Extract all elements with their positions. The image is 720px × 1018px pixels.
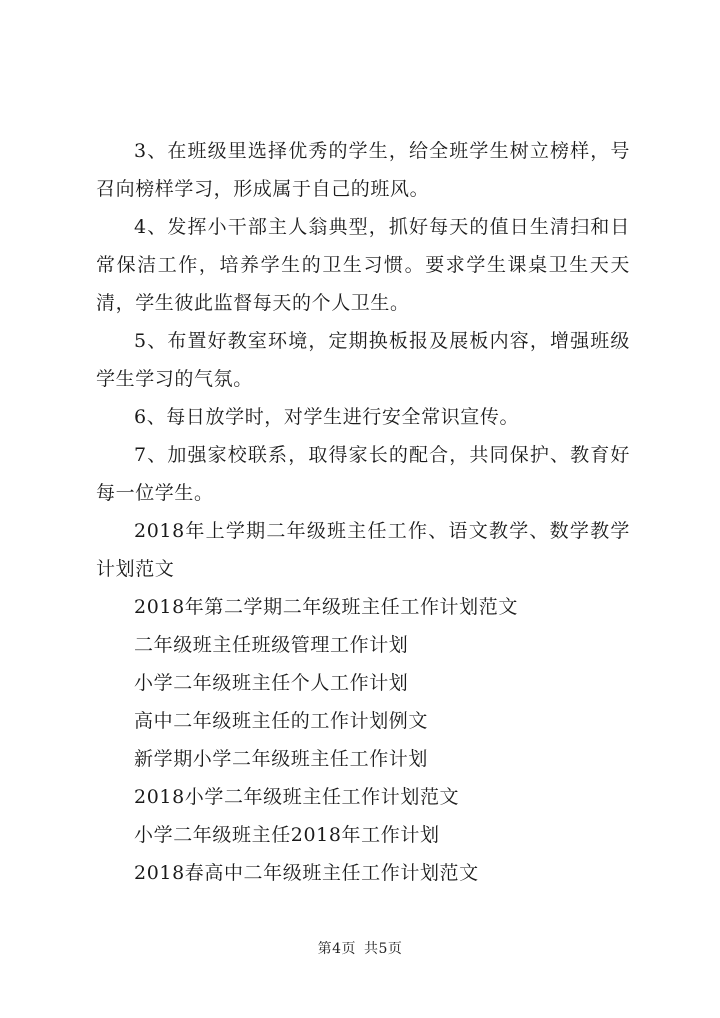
related-link-4[interactable]: 小学二年级班主任个人工作计划 [134, 672, 409, 694]
paragraph-item-7: 7、加强家校联系，取得家长的配合，共同保护、教育好每一位学生。 [96, 444, 630, 504]
related-link-2[interactable]: 2018年第二学期二年级班主任工作计划范文 [134, 596, 518, 618]
related-link-8[interactable]: 小学二年级班主任2018年工作计划 [134, 824, 440, 846]
related-link-3[interactable]: 二年级班主任班级管理工作计划 [134, 634, 409, 656]
paragraph-item-6: 6、每日放学时，对学生进行安全常识宣传。 [134, 406, 520, 428]
related-link-5[interactable]: 高中二年级班主任的工作计划例文 [134, 710, 429, 732]
page-number: 第4页 [317, 941, 356, 957]
paragraph-item-4: 4、发挥小干部主人翁典型，抓好每天的值日生清扫和日常保洁工作，培养学生的卫生习惯。要求学生课桌卫生天天清，学生彼此监督每天的个人卫生。 [96, 216, 630, 314]
paragraph-item-3: 3、在班级里选择优秀的学生，给全班学生树立榜样，号召向榜样学习，形成属于自己的班风。 [96, 140, 630, 200]
page-total: 共5页 [364, 941, 403, 957]
page-footer [0, 938, 720, 958]
related-link-6[interactable]: 新学期小学二年级班主任工作计划 [134, 748, 429, 770]
related-link-9[interactable]: 2018春高中二年级班主任工作计划范文 [134, 862, 479, 884]
related-link-7[interactable]: 2018小学二年级班主任工作计划范文 [134, 786, 460, 808]
document-body [96, 132, 630, 892]
paragraph-item-5: 5、布置好教室环境，定期换板报及展板内容，增强班级学生学习的气氛。 [96, 330, 630, 390]
related-link-1[interactable]: 2018年上学期二年级班主任工作、语文教学、数学教学计划范文 [96, 520, 630, 580]
